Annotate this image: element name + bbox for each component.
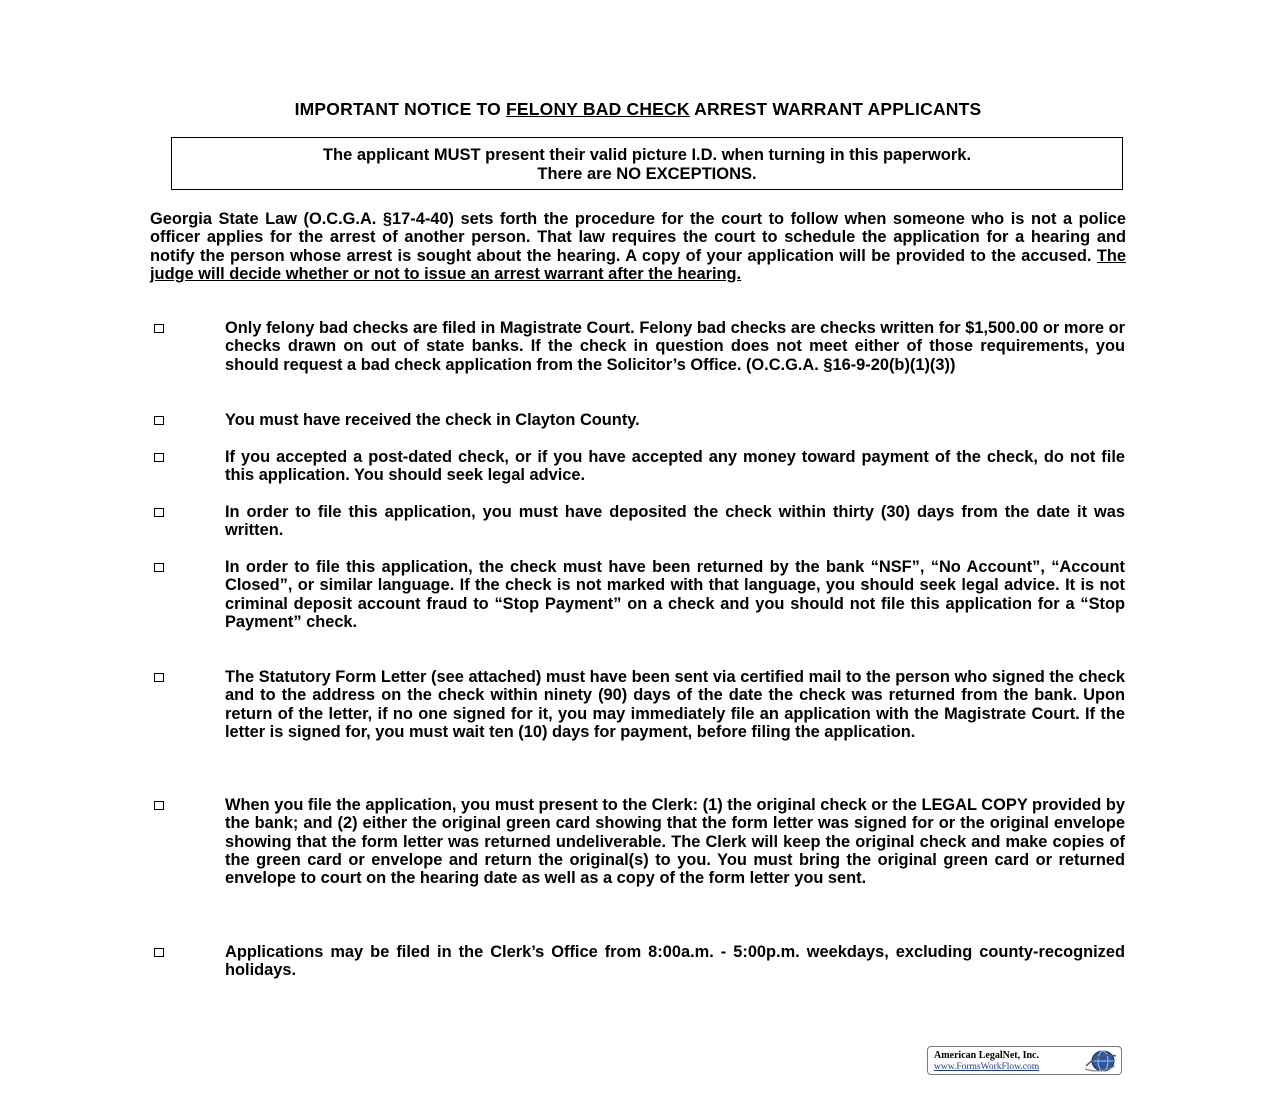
checkbox[interactable] bbox=[154, 324, 164, 333]
title-underlined: FELONY BAD CHECK bbox=[505, 99, 690, 119]
checklist-item-text: You must have received the check in Clayton County. bbox=[225, 411, 640, 429]
page-title bbox=[150, 99, 1126, 120]
checkbox[interactable] bbox=[154, 563, 164, 572]
globe-logo-icon bbox=[1083, 1048, 1117, 1074]
checkbox[interactable] bbox=[154, 801, 164, 810]
checkbox[interactable] bbox=[154, 508, 164, 517]
intro-paragraph bbox=[150, 210, 1126, 283]
id-notice-box bbox=[171, 137, 1123, 190]
checkbox[interactable] bbox=[154, 948, 164, 957]
title-suffix: ARREST WARRANT APPLICANTS bbox=[689, 99, 982, 119]
intro-text: Georgia State Law (O.C.G.A. §17-4-40) sets forth the procedure for the court to follow when someone who is not a police officer applies for the arrest of another person. That law requires the court to schedule the application for a hearing and notify the person whose arrest is sought about the hearing. A copy of your application will be provided to the accused. bbox=[150, 210, 1126, 265]
footer-logo[interactable] bbox=[927, 1046, 1122, 1075]
logo-url-link[interactable]: www.FormsWorkFlow.com bbox=[934, 1062, 1040, 1072]
checklist-item-text: In order to file this application, the check must have been returned by the bank “NSF”, “No Account”, “Account Closed”, or similar language. If the check is not marked with that language, you should seek legal advice. It is not criminal deposit account fraud to “Stop Payment” on a check and you should not file this application for a “Stop Payment” check. bbox=[225, 558, 1125, 631]
checklist-item-text: Only felony bad checks are filed in Magistrate Court. Felony bad checks are checks written for $1,500.00 or more or checks drawn on out of state banks. If the check in question does not meet either of those requirements, you should request a bad check application from the Solicitor’s Office. (O.C.G.A. §16-9-20(b)(1)(3)) bbox=[225, 319, 1125, 374]
checklist-item-text: If you accepted a post-dated check, or if you have accepted any money toward payment of the check, do not file this application. You should seek legal advice. bbox=[225, 448, 1125, 485]
checklist-item-text: In order to file this application, you must have deposited the check within thirty (30) days from the date it was written. bbox=[225, 503, 1125, 540]
checklist-item-text: When you file the application, you must present to the Clerk: (1) the original check or the LEGAL COPY provided by the bank; and (2) either the original green card showing that the form letter was signed for or the original envelope showing that the form letter was returned undeliverable. The Clerk will keep the original check and make copies of the green card or envelope and return the original(s) to you. You must bring the original green card or returned envelope to court on the hearing date as well as a copy of the form letter you sent. bbox=[225, 796, 1125, 888]
intro-underlined-text: The judge will decide whether or not to issue an arrest warrant after the hearing. bbox=[150, 246, 1126, 283]
title-prefix: IMPORTANT NOTICE TO bbox=[294, 99, 506, 119]
checklist-item-text: Applications may be filed in the Clerk’s Office from 8:00a.m. - 5:00p.m. weekdays, excluding county-recognized holidays. bbox=[225, 943, 1125, 980]
logo-company-name: American LegalNet, Inc. bbox=[934, 1050, 1039, 1061]
checkbox[interactable] bbox=[154, 416, 164, 425]
checkbox[interactable] bbox=[154, 673, 164, 682]
checkbox[interactable] bbox=[154, 453, 164, 462]
notice-line-1: The applicant MUST present their valid picture I.D. when turning in this paperwork. bbox=[322, 146, 972, 164]
checklist-item-text: The Statutory Form Letter (see attached) must have been sent via certified mail to the person who signed the check and to the address on the check within ninety (90) days of the date the check was returned from the bank. Upon return of the letter, if no one signed for it, you may immediately file an application with the Magistrate Court. If the letter is signed for, you must wait ten (10) days for payment, before filing the application. bbox=[225, 668, 1125, 741]
notice-line-2: There are NO EXCEPTIONS. bbox=[537, 164, 757, 183]
